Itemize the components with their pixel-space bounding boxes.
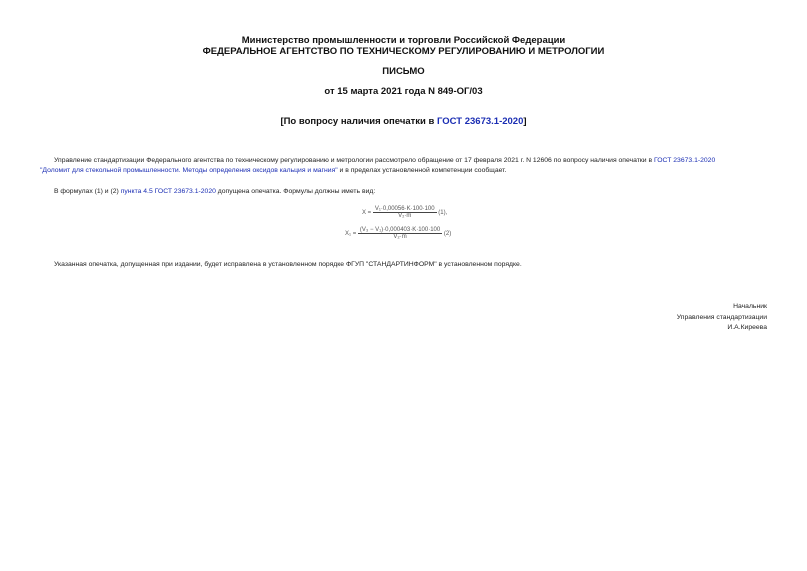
formula-2-denominator: V₂·m — [393, 234, 407, 240]
formula-2-lhs: X₁ = — [345, 231, 357, 238]
document-date-number: от 15 марта 2021 года N 849-ОГ/03 — [324, 86, 483, 97]
formula-1-denominator: V₂·m — [398, 213, 412, 219]
subject-suffix: ] — [523, 116, 527, 127]
formula-1-lhs: X = — [362, 210, 372, 217]
formula-2-fraction — [358, 227, 442, 240]
agency-title: ФЕДЕРАЛЬНОЕ АГЕНТСТВО ПО ТЕХНИЧЕСКОМУ РЕГУЛИРОВАНИЮ И МЕТРОЛОГИИ — [202, 46, 605, 57]
gost-link[interactable]: ГОСТ 23673.1-2020 — [653, 157, 716, 164]
paragraph-typo-tail: допущена опечатка. Формулы должны иметь вид: — [215, 188, 376, 195]
subject-prefix: [По вопросу наличия опечатки в — [280, 116, 438, 127]
subject-gost-link[interactable]: ГОСТ 23673.1-2020 — [437, 116, 524, 127]
document-type: ПИСЬМО — [382, 66, 425, 77]
formula-2-label: (2) — [443, 231, 452, 238]
gost-title-link[interactable]: "Доломит для стекольной промышленности. Методы определения оксидов кальция и магния" — [40, 167, 338, 174]
formula-2-numerator: (V₃ − V₁)·0,000403·K·100·100 — [359, 227, 441, 233]
formula-1-numerator: V₁·0,00056·K·100·100 — [374, 206, 435, 212]
ministry-title: Министерство промышленности и торговли Российской Федерации — [241, 35, 566, 46]
formula-2 — [345, 227, 451, 240]
signature-block — [677, 302, 767, 334]
paragraph-request-text: Управление стандартизации Федерального агентства по техническому регулированию и метрологии рассмотрело обращение от 17 февраля 2021 г. N 12606 по вопросу наличия опечатки в — [54, 157, 654, 164]
signature-name: И.А.Киреева — [727, 324, 767, 331]
document-subject — [0, 116, 807, 128]
paragraph-correction: Указанная опечатка, допущенная при издании, будет исправлена в установленном порядке ФГУП "СТАНДАРТИНФОРМ" в установленном порядке. — [54, 261, 522, 268]
formula-1 — [362, 206, 447, 219]
paragraph-request-tail: и в пределах установленной компетенции сообщает. — [337, 167, 507, 174]
paragraph-request — [40, 156, 770, 176]
paragraph-typo-text: В формулах (1) и (2) — [54, 188, 121, 195]
formula-1-fraction — [373, 206, 437, 219]
clause-link[interactable]: пункта 4.5 ГОСТ 23673.1-2020 — [120, 188, 216, 195]
paragraph-typo — [54, 187, 770, 197]
signature-position: Начальник — [733, 303, 767, 310]
signature-department: Управления стандартизации — [676, 313, 767, 321]
formula-1-label: (1), — [438, 210, 448, 217]
